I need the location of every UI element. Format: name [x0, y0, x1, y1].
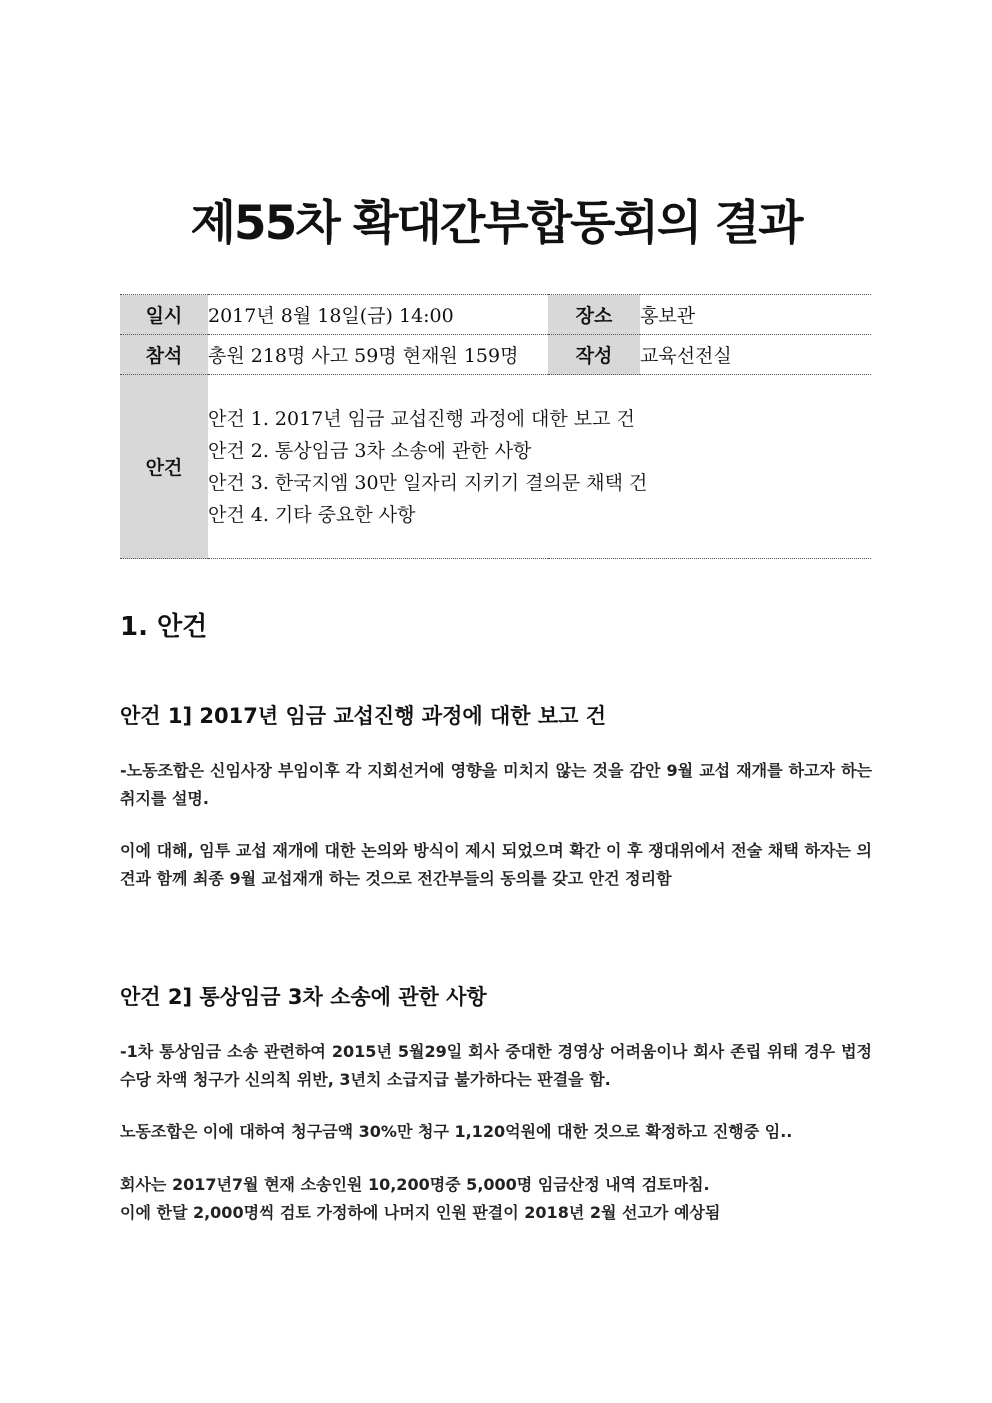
- info-row-attendance: [120, 335, 871, 375]
- agenda-list: [208, 375, 871, 559]
- place-label: 장소: [548, 295, 640, 335]
- document-title: 제55차 확대간부합동회의 결과: [190, 196, 802, 251]
- attendance-value: 총원 218명 사고 59명 현재원 159명: [208, 335, 548, 375]
- author-label: 작성: [548, 335, 640, 375]
- date-label: 일시: [120, 295, 208, 335]
- agenda-item: 안건 1. 2017년 임금 교섭진행 과정에 대한 보고 건: [208, 407, 635, 430]
- agenda-label: 안건: [120, 375, 208, 559]
- agenda2-paragraph-1: -1차 통상임금 소송 관련하여 2015년 5월29일 회사 중대한 경영상 어려움이나 회사 존립 위태 경우 법정수당 차액 청구가 신의칙 위반, 3년치 소급지급 불가하다는 판결을 함.: [120, 1042, 872, 1089]
- section-heading-agenda: 1. 안건: [120, 612, 208, 642]
- agenda2-heading: 안건 2] 통상임금 3차 소송에 관한 사항: [120, 985, 487, 1009]
- date-value: 2017년 8월 18일(금) 14:00: [208, 295, 548, 335]
- agenda2-paragraph-3: 회사는 2017년7월 현재 소송인원 10,200명중 5,000명 임금산정 내역 검토마침.: [120, 1175, 710, 1194]
- agenda1-paragraph-2: 이에 대해, 임투 교섭 재개에 대한 논의와 방식이 제시 되었으며 확간 이 후 쟁대위에서 전술 채택 하자는 의견과 함께 최종 9월 교섭재개 하는 것으로 전간부들의 동의를 갖고 안건 정리함: [120, 841, 872, 888]
- info-row-date: [120, 295, 871, 335]
- attendance-label: 참석: [120, 335, 208, 375]
- agenda1-heading: 안건 1] 2017년 임금 교섭진행 과정에 대한 보고 건: [120, 704, 607, 728]
- agenda2-paragraph-4: 이에 한달 2,000명씩 검토 가정하에 나머지 인원 판결이 2018년 2월 선고가 예상됨: [120, 1203, 721, 1222]
- agenda1-paragraph-1: -노동조합은 신임사장 부임이후 각 지회선거에 영향을 미치지 않는 것을 감안 9월 교섭 재개를 하고자 하는 취지를 설명.: [120, 761, 872, 808]
- meeting-info-table: [120, 294, 871, 559]
- author-value: 교육선전실: [640, 335, 871, 375]
- agenda-item: 안건 4. 기타 중요한 사항: [208, 503, 416, 526]
- agenda-item: 안건 2. 통상임금 3차 소송에 관한 사항: [208, 439, 532, 462]
- place-value: 홍보관: [640, 295, 871, 335]
- info-row-agenda: [120, 375, 871, 559]
- agenda-item: 안건 3. 한국지엠 30만 일자리 지키기 결의문 채택 건: [208, 471, 648, 494]
- agenda2-paragraph-2: 노동조합은 이에 대하여 청구금액 30%만 청구 1,120억원에 대한 것으로 확정하고 진행중 임..: [120, 1122, 793, 1141]
